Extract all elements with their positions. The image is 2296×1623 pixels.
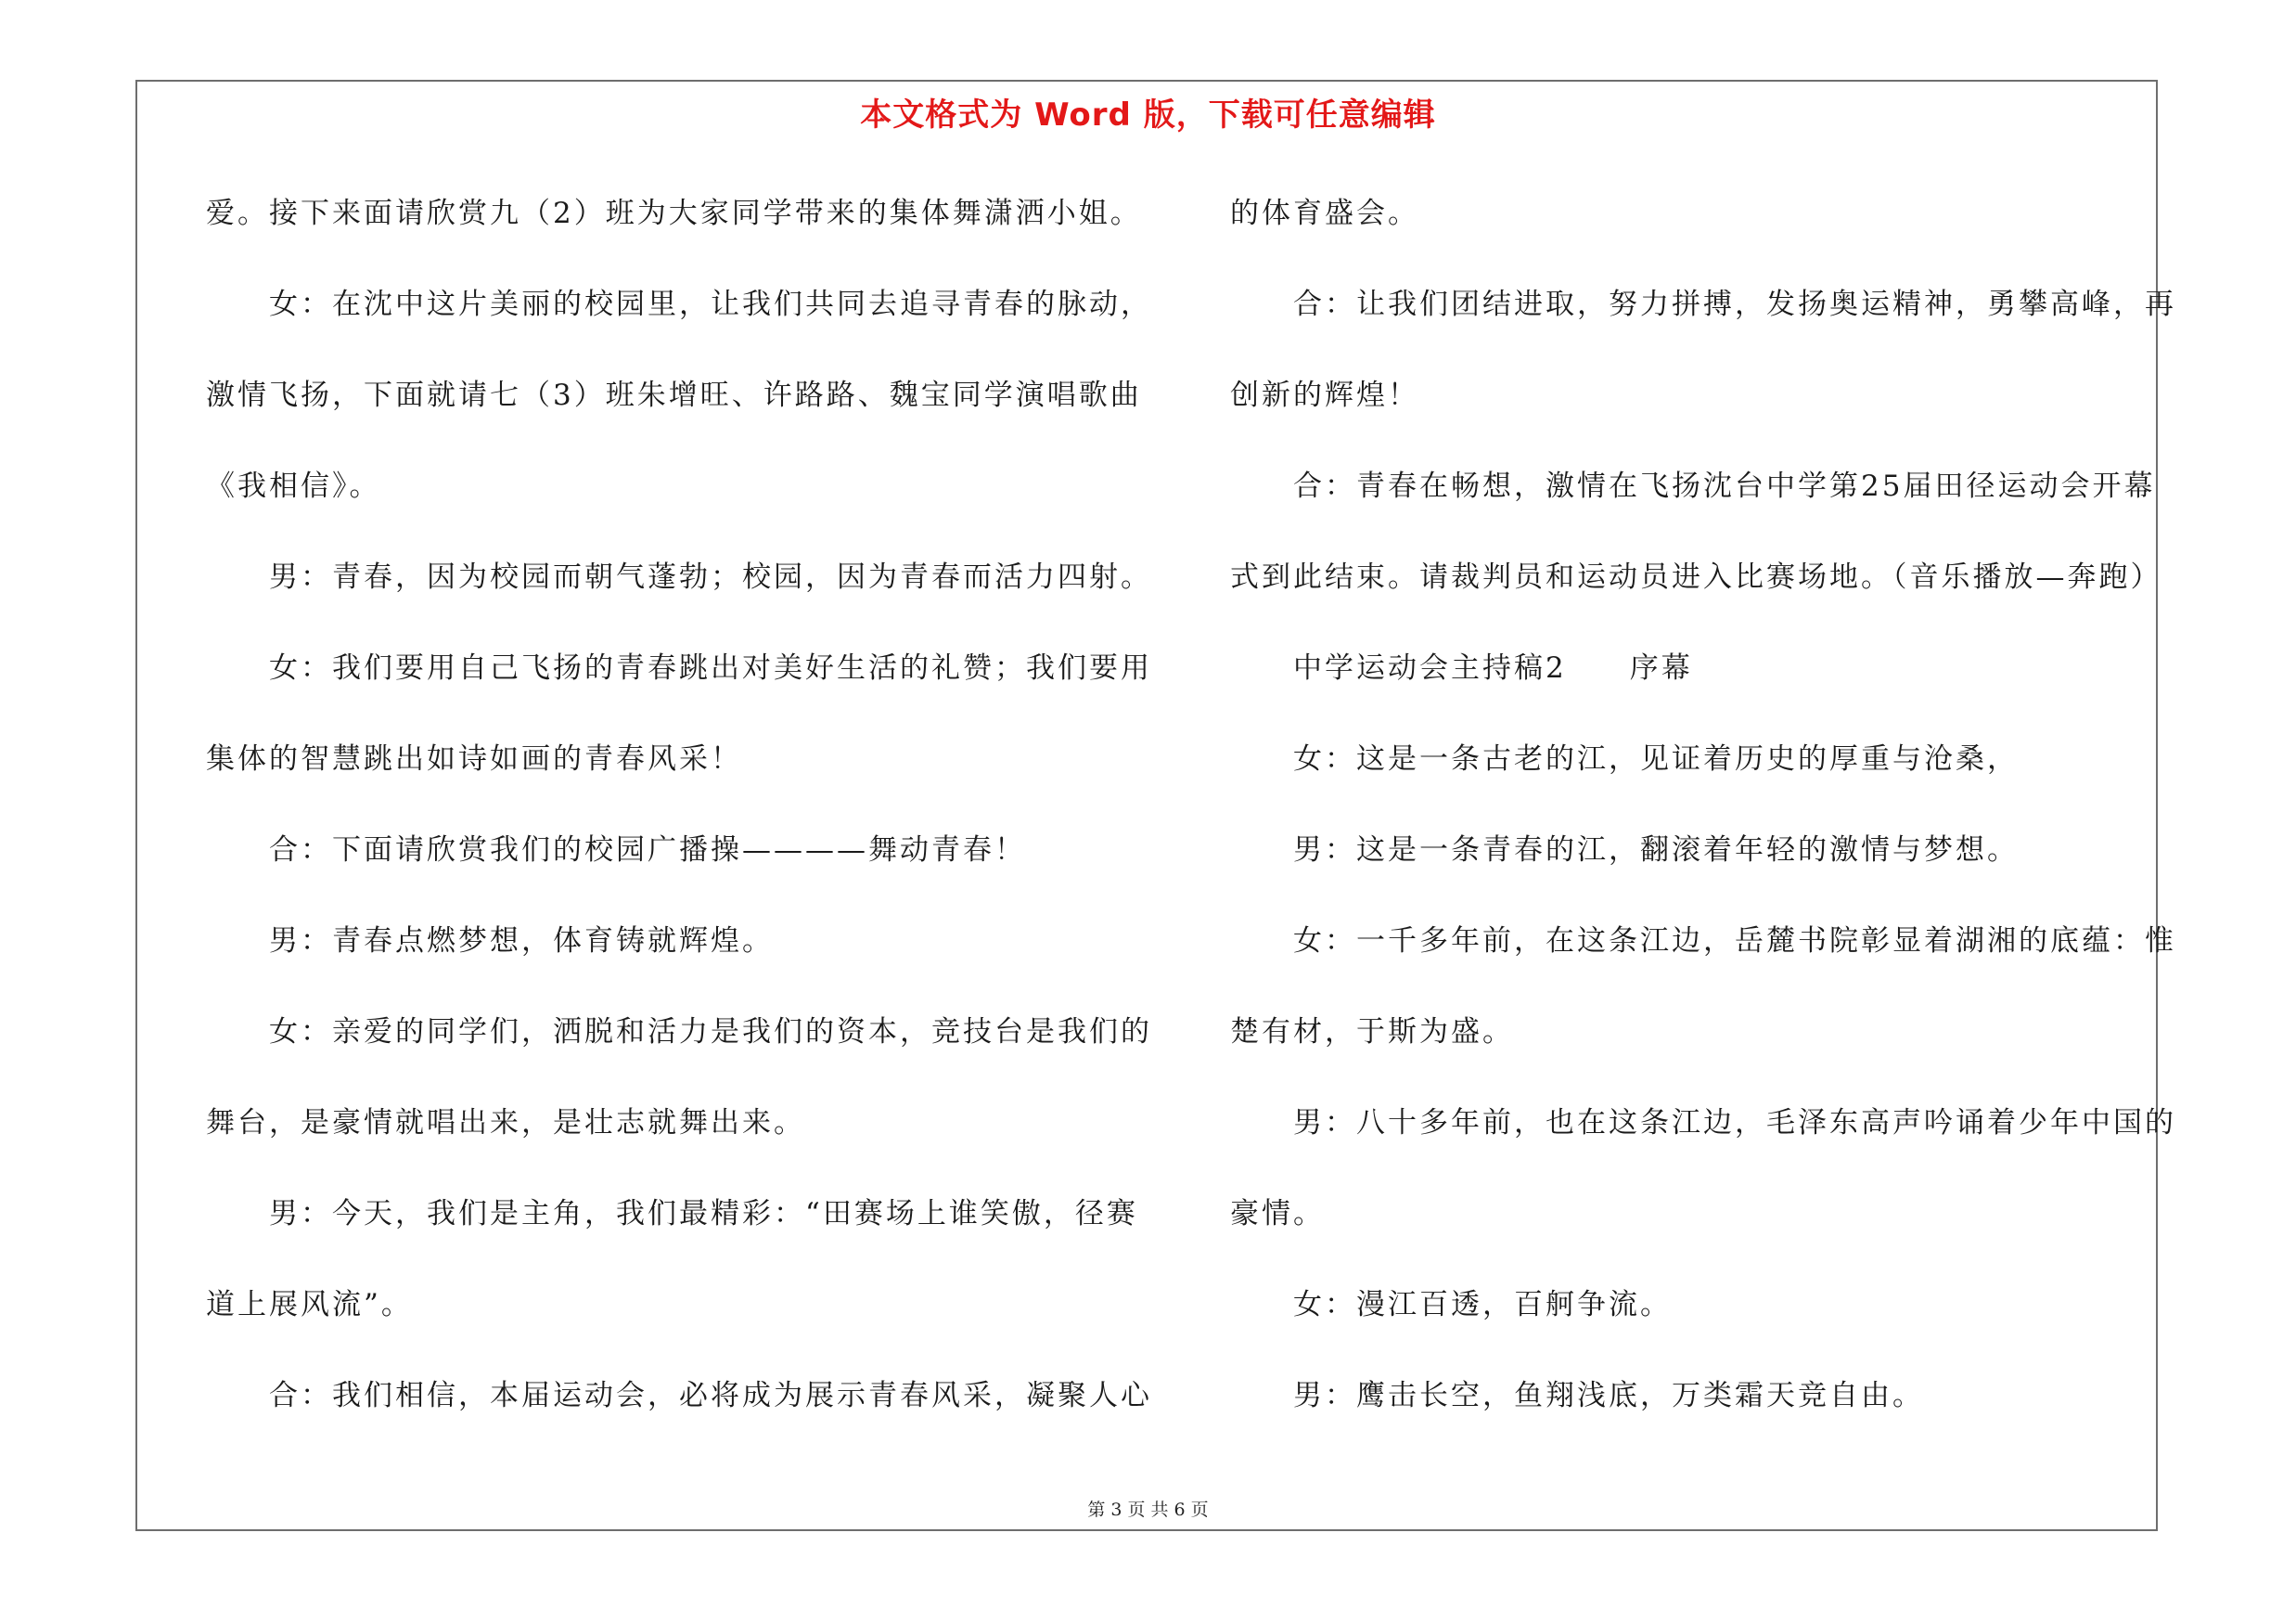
text-line: 合：让我们团结进取，努力拼搏，发扬奥运精神，勇攀高峰，再 xyxy=(1293,288,2176,321)
text-line: 豪情。 xyxy=(1230,1197,1325,1230)
text-line: 《我相信》。 xyxy=(206,470,381,503)
text-line: 舞台，是豪情就唱出来，是壮志就舞出来。 xyxy=(206,1106,805,1140)
text-line: 楚有材，于斯为盛。 xyxy=(1230,1015,1514,1049)
text-line: 中学运动会主持稿2 序幕 xyxy=(1293,651,1693,685)
text-line: 女：我们要用自己飞扬的青春跳出对美好生活的礼赞；我们要用 xyxy=(269,651,1152,685)
page-footer: 第 3 页 共 6 页 xyxy=(1087,1500,1209,1520)
text-line: 女：在沈中这片美丽的校园里，让我们共同去追寻青春的脉动， xyxy=(269,288,1152,321)
text-line: 创新的辉煌！ xyxy=(1230,379,1419,412)
text-line: 男：青春点燃梦想，体育铸就辉煌。 xyxy=(269,924,774,958)
text-line: 男：这是一条青春的江，翻滚着年轻的激情与梦想。 xyxy=(1293,833,2019,867)
text-line: 女：亲爱的同学们，洒脱和活力是我们的资本，竞技台是我们的 xyxy=(269,1015,1152,1049)
text-line: 集体的智慧跳出如诗如画的青春风采！ xyxy=(206,742,742,776)
text-line: 合：下面请欣赏我们的校园广播操————舞动青春！ xyxy=(269,833,1026,867)
text-line: 男：八十多年前，也在这条江边，毛泽东高声吟诵着少年中国的 xyxy=(1293,1106,2176,1140)
text-line: 式到此结束。请裁判员和运动员进入比赛场地。（音乐播放—奔跑） xyxy=(1230,560,2162,594)
text-line: 男：今天，我们是主角，我们最精彩：“田赛场上谁笑傲，径赛 xyxy=(269,1197,1138,1230)
text-line: 爱。接下来面请欣赏九（2）班为大家同学带来的集体舞潇洒小姐。 xyxy=(206,197,1142,230)
text-line: 激情飞扬，下面就请七（3）班朱增旺、许路路、魏宝同学演唱歌曲 xyxy=(206,379,1142,412)
text-line: 女：这是一条古老的江，见证着历史的厚重与沧桑， xyxy=(1293,742,2019,776)
text-line: 女：一千多年前，在这条江边，岳麓书院彰显着湖湘的底蕴：惟 xyxy=(1293,924,2176,958)
text-line: 合：青春在畅想，激情在飞扬沈台中学第25届田径运动会开幕 xyxy=(1293,470,2156,503)
text-line: 道上展风流”。 xyxy=(206,1288,413,1321)
text-line: 男：青春，因为校园而朝气蓬勃；校园，因为青春而活力四射。 xyxy=(269,560,1152,594)
text-line: 男：鹰击长空，鱼翔浅底，万类霜天竞自由。 xyxy=(1293,1379,1924,1412)
text-line: 女：漫江百透，百舸争流。 xyxy=(1293,1288,1672,1321)
text-line: 合：我们相信，本届运动会，必将成为展示青春风采，凝聚人心 xyxy=(269,1379,1152,1412)
text-line: 的体育盛会。 xyxy=(1230,197,1419,230)
format-banner: 本文格式为 Word 版，下载可任意编辑 xyxy=(860,97,1436,134)
